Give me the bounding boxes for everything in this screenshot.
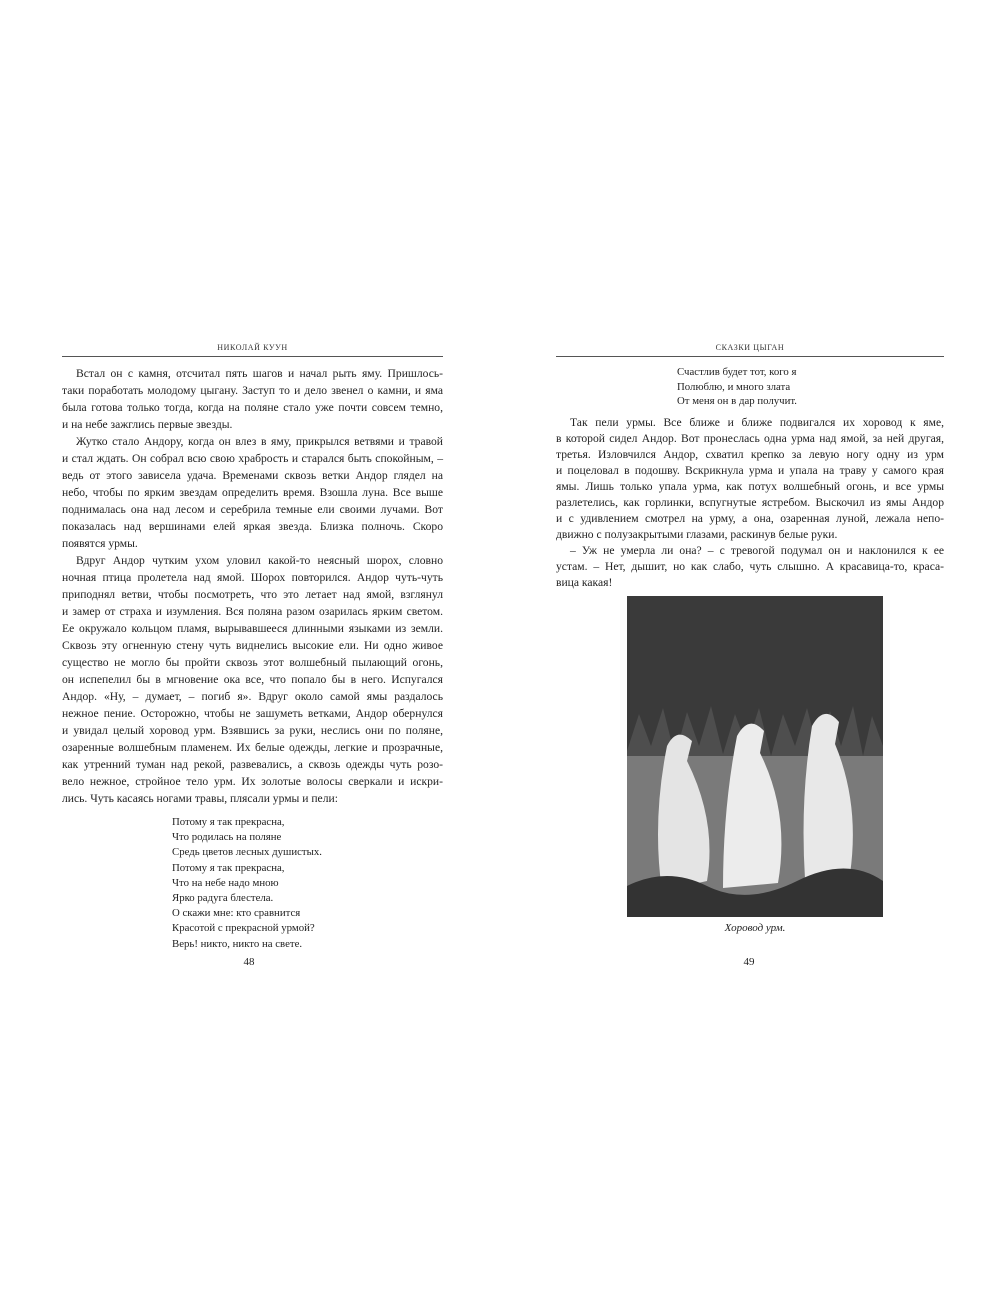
- poem-line: Красотой с прекрасной урмой?: [172, 922, 315, 935]
- text-line: и замер от страха и изумления. Вся поляна разом озарилась ярким светом.: [62, 605, 443, 618]
- text-line: ночная птица пролетела над ямой. Шорох повторился. Андор чуть-чуть: [62, 571, 443, 584]
- text-line: как утренний туман над рекой, развевались, а сквозь одежды чуть розо-: [62, 758, 443, 771]
- text-line: поднималась она над лесом и серебрила темные ели своими лучами. Вот: [62, 503, 443, 516]
- text-line: устам. – Нет, дышит, но как слабо, чуть слышно. А красавица-то, краса-: [556, 559, 944, 573]
- text-line: появятся урмы.: [62, 537, 138, 550]
- running-head-author: НИКОЛАЙ КУУН: [217, 343, 288, 352]
- text-line: приподнял ветви, чтобы посмотреть, что это летает над ямой, взглянул: [62, 588, 443, 601]
- text-line: существо не могло бы пройти сквозь этот волшебный пылающий огонь,: [62, 656, 443, 669]
- page-number-left: 48: [243, 956, 255, 968]
- text-line: третья. Изловчился Андор, схватил крепко за левую ногу одну из урм: [556, 447, 944, 461]
- header-rule: [556, 356, 944, 357]
- poem-line: Что родилась на поляне: [172, 831, 282, 844]
- text-line: и на небе зажглись первые звезды.: [62, 418, 233, 431]
- text-line: и увидал целый хоровод урм. Взявшись за руки, неслись они по поляне,: [62, 724, 443, 737]
- text-line: лись. Чуть касаясь ногами травы, плясали урмы и пели:: [62, 792, 338, 805]
- poem: [677, 365, 944, 409]
- right-page: [556, 343, 944, 593]
- text-line: в которой сидел Андор. Вот пронеслась одна урма над ямой, за ней другая,: [556, 431, 944, 445]
- text-line: вица какая!: [556, 575, 613, 589]
- text-line: озаренные волшебным пламенем. Их белые одежды, легкие и прозрачные,: [62, 741, 443, 754]
- poem-line: Ярко радуга блестела.: [172, 892, 274, 905]
- text-line: небо, чтобы по ярким звездам определить время. Взошла луна. Все выше: [62, 486, 443, 499]
- text-line: вело нежное, стройное тело урм. Их золотые волосы сверкали и искри-: [62, 775, 443, 788]
- page-number-right: 49: [743, 956, 755, 968]
- text-line: Ее окружало кольцом пламя, вырывавшееся длинными языками из земли.: [62, 622, 443, 635]
- poem-line: Потому я так прекрасна,: [172, 816, 285, 828]
- text-line: таки поработать молодому цыгану. Заступ то и дело звенел о камни, и яма: [62, 384, 443, 397]
- poem-line: Потому я так прекрасна,: [172, 861, 285, 874]
- illustration-round-dance: [627, 596, 883, 917]
- text-line: Вдруг Андор чутким ухом уловил какой-то неясный шорох, словно: [76, 554, 443, 567]
- poem-line: Счастлив будет тот, кого я: [677, 366, 797, 378]
- poem-line: Верь! никто, никто на свете.: [172, 937, 303, 950]
- poem-line: Что на небе надо мною: [172, 876, 279, 889]
- text-line: и поцеловал в подошву. Вскрикнула урма и упала на траву у самого края: [556, 463, 944, 477]
- body-text: [62, 365, 443, 807]
- text-line: была готова только тогда, когда на поляне стало уже почти совсем темно,: [62, 401, 443, 414]
- text-line: Так пели урмы. Все ближе и ближе подвигался их хоровод к яме,: [570, 415, 944, 429]
- text-line: Андор. «Ну, – думает, – погиб я». Вдруг около самой ямы раздалось: [62, 690, 443, 703]
- running-head-title: СКАЗКИ ЦЫГАН: [715, 343, 785, 352]
- poem-line: От меня он в дар получит.: [677, 395, 797, 408]
- text-line: он испепелил бы в мгновение ока все, что попало бы в него. Испугался: [62, 673, 443, 686]
- text-line: Встал он с камня, отсчитал пять шагов и начал рыть яму. Пришлось-: [76, 367, 443, 380]
- text-line: ямы. Лишь только упала урма, как потух волшебный огонь, и все урмы: [556, 479, 944, 493]
- poem-line: О скажи мне: кто сравнится: [172, 907, 301, 920]
- body-text: [556, 415, 944, 591]
- text-line: разлетелись, как горлинки, вспугнутые ястребом. Выскочил из ямы Андор: [556, 495, 944, 509]
- left-page: [62, 343, 443, 952]
- illustration-caption: Хоровод урм.: [724, 922, 786, 934]
- poem-line: Полюблю, и много злата: [677, 380, 791, 393]
- poem: [172, 815, 443, 952]
- text-line: и стал ждать. Он собрал всю свою храбрость и старался быть спокойным, –: [62, 452, 443, 465]
- text-line: движно с полузакрытыми глазами, раскинув белые руки.: [556, 527, 838, 541]
- text-line: – Уж не умерла ли она? – с тревогой подумал он и наклонился к ее: [570, 543, 944, 557]
- text-line: и с удивлением смотрел на урму, а она, озаренная луной, лежала непо-: [556, 511, 944, 525]
- text-line: нежное пение. Осторожно, чтобы не зашуметь ветками, Андор обернулся: [62, 707, 443, 720]
- text-line: Жутко стало Андору, когда он влез в яму, прикрылся ветвями и травой: [76, 435, 443, 448]
- poem-line: Средь цветов лесных душистых.: [172, 846, 322, 859]
- text-line: Сквозь эту огненную стену чуть виднелись высокие ели. Ни одно живое: [62, 639, 443, 652]
- text-line: ведь от этого зависела удача. Временами сквозь ветки Андор глядел на: [62, 469, 443, 482]
- text-line: показалась над вершинами елей яркая звезда. Близка полночь. Скоро: [62, 520, 443, 533]
- illustration-drawing: [627, 596, 883, 917]
- header-rule: [62, 356, 443, 357]
